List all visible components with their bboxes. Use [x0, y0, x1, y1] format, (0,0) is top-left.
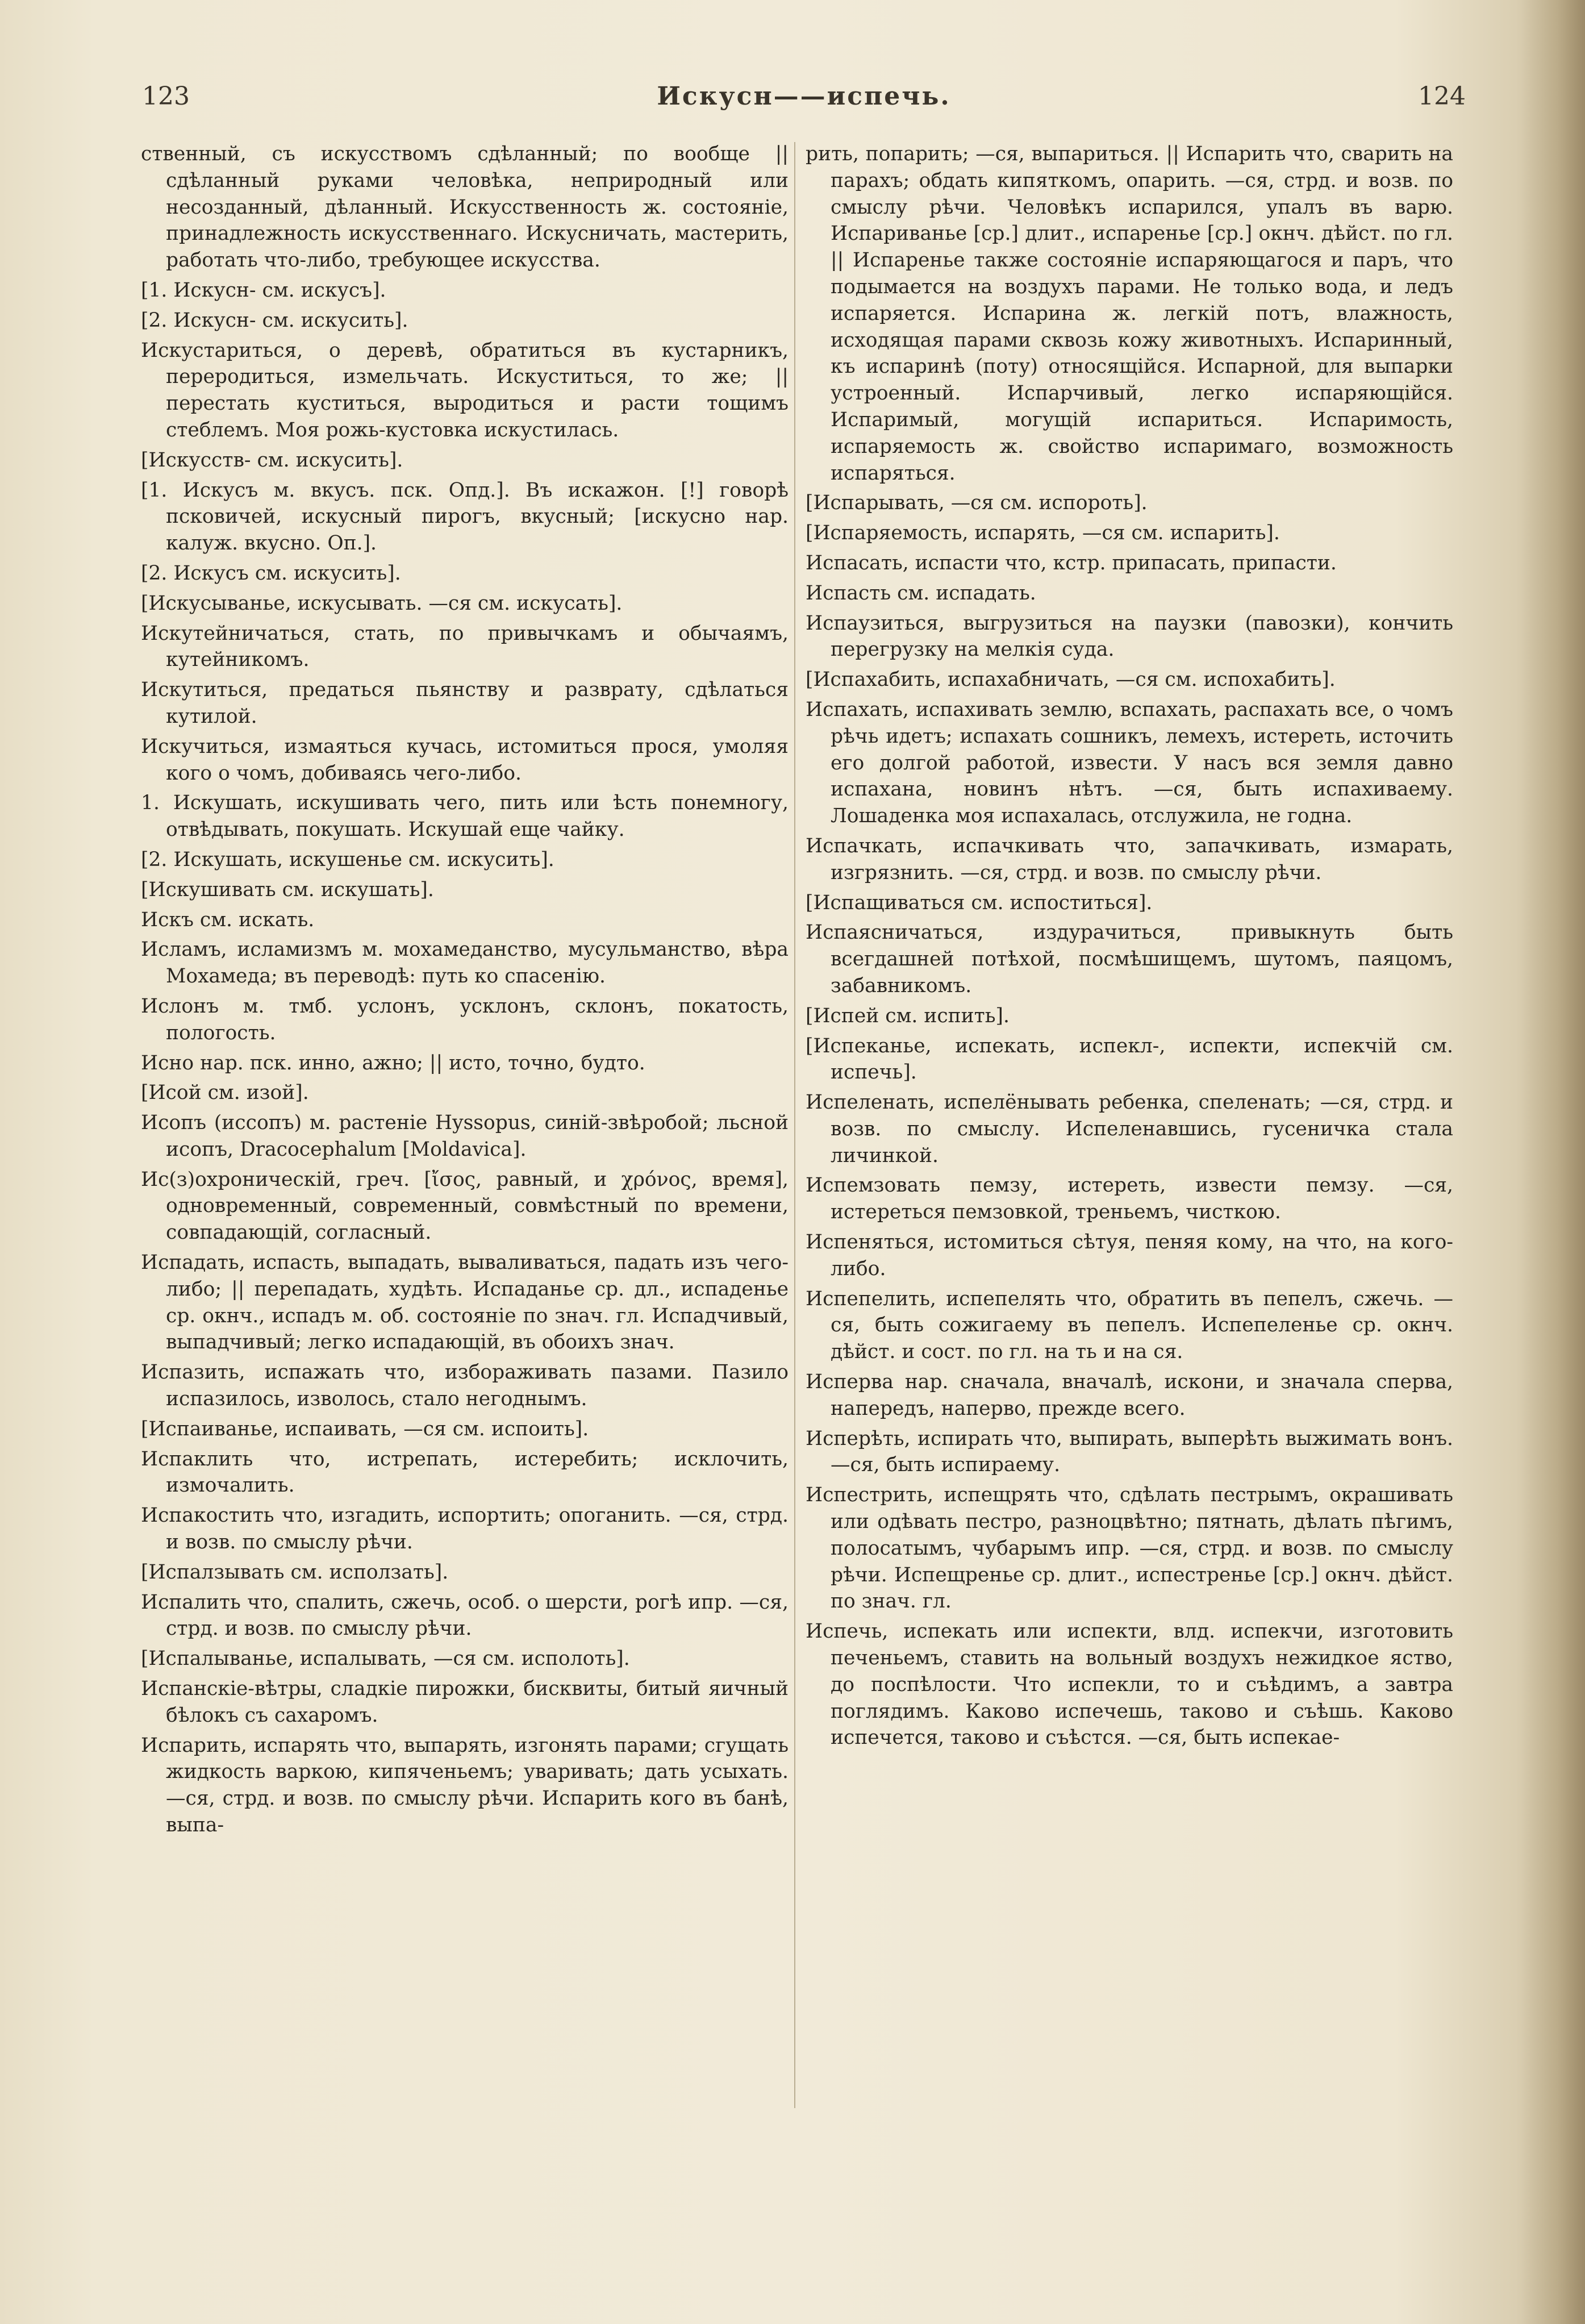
entry: Искустариться, о деревѣ, обратиться въ кустарникъ, переродиться, измельчать. Искуститься, то же; || перестать куститься, выродиться и расти тощимъ стеблемъ. Моя рожь-кустовка искустилась. [141, 339, 789, 442]
entry: Испадать, испасть, выпадать, вываливаться, падать изъ чего-либо; || перепадать, худѣть. Испаданье ср. дл., испаденье ср. окнч., испадъ м. об. состояніе по знач. гл. Испадчивый, выпадчивый; легко испадающій, въ обоихъ знач. [141, 1251, 789, 1354]
entry: Испеняться, истомиться сѣтуя, пеняя кому, на что, на кого-либо. [806, 1231, 1453, 1280]
column-divider [794, 142, 795, 2108]
entry: Испаклить что, истрепать, истеребить; исклочить, измочалить. [141, 1447, 789, 1497]
entry: Испеленать, испелёнывать ребенка, спеленать; —ся, стрд. и возв. по смыслу. Испеленавшись, гусеничка стала личинкой. [806, 1091, 1453, 1167]
entry: Исперѣть, испирать что, выпирать, выперѣть выжимать вонъ. —ся, быть испираему. [806, 1427, 1453, 1477]
entry: [Искушивать см. искушать]. [141, 878, 434, 901]
left-column [141, 141, 789, 2113]
entry: Испаясничаться, издурачиться, привыкнуть быть всегдашней потѣхой, посмѣшищемъ, шутомъ, паяцомъ, забавникомъ. [806, 921, 1453, 997]
entry: Испемзовать пемзу, истереть, извести пемзу. —ся, истереться пемзовкой, треньемъ, чисткою. [806, 1174, 1453, 1224]
entry: [Испалзывать см. исползать]. [141, 1560, 449, 1584]
entry: Искутейничаться, стать, по привычкамъ и обычаямъ, кутейникомъ. [141, 622, 789, 672]
entry: Исно нар. пск. инно, ажно; || исто, точно, будто. [141, 1051, 645, 1074]
entry: [2. Искусъ см. искусить]. [141, 561, 401, 585]
entry: рить, попарить; —ся, выпариться. || Испарить что, сварить на парахъ; обдать кипяткомъ, опарить. —ся, стрд. и возв. по смыслу рѣчи. Человѣкъ испарился, упалъ въ варю. Испариванье [ср.] длит., испаренье [ср.] окнч. дѣйст. по гл. || Испаренье также состояніе испаряющагося и паръ, что подымается на воздухъ парами. Не только вода, и ледъ испаряется. Испарина ж. легкій потъ, влажность, исходящая парами сквозь кожу животныхъ. Испаринный, къ испаринѣ (поту) относящійся. Испарной, для выпарки устроенный. Испарчивый, легко испаряющійся. Испаримый, могущій испариться. Испаримость, испаряемость ж. свойство испаримаго, возможность испаряться. [806, 143, 1453, 485]
entry: [1. Искусн- см. искусъ]. [141, 278, 386, 302]
entry: ственный, съ искусствомъ сдѣланный; по вообще || сдѣланный руками человѣка, неприродный или несозданный, дѣланный. Искусственность ж. состояніе, принадлежность искусственнаго. Искусничать, мастерить, работать что-либо, требующее искусства. [141, 143, 789, 272]
entry: [Испарывать, —ся см. испороть]. [806, 492, 1148, 515]
right-column [806, 141, 1453, 2113]
entry: 1. Искушать, искушивать чего, пить или ѣсть понемногу, отвѣдывать, покушать. Искушай еще чайку. [141, 792, 789, 842]
page-edge-shadow [1517, 0, 1585, 2324]
entry: Испечь, испекать или испекти, влд. испекчи, изготовить печеньемъ, ставить на вольный воздухъ нежидкое яство, до поспѣлости. Что испекли, то и съѣдимъ, а завтра поглядимъ. Каково испечешь, таково и съѣшь. Каково испечется, таково и съѣстся. —ся, быть испекае- [806, 1620, 1453, 1750]
entry: Испасть см. испадать. [806, 581, 1036, 605]
entry: Испестрить, испещрять что, сдѣлать пестрымъ, окрашивать или одѣвать пестро, разноцвѣтно; пятнать, дѣлать пѣгимъ, полосатымъ, чубарымъ ипр. —ся, стрд. и возв. по смыслу рѣчи. Испещренье ср. длит., испестренье [ср.] окнч. дѣйст. по знач. гл. [806, 1484, 1453, 1613]
entry: Ислонъ м. тмб. услонъ, усклонъ, склонъ, покатость, пологость. [141, 994, 789, 1044]
entry: [Испей см. испить]. [806, 1004, 1010, 1027]
entry: [2. Искусн- см. искусить]. [141, 309, 408, 332]
entry: Испазить, испажать что, избораживать пазами. Пазило испазилось, изволось, стало негоднымъ. [141, 1361, 789, 1411]
entry: Испепелить, испепелять что, обратить въ пепелъ, сжечь. —ся, быть сожигаему въ пепелъ. Испепеленье ср. окнч. дѣйст. и сост. по гл. на ть и на ся. [806, 1287, 1453, 1364]
entry: Исопъ (иссопъ) м. растеніе Hyssopus, синій-звѣробой; льсной исопъ, Dracocephalum [Moldavica]. [141, 1111, 789, 1161]
entry: Испакостить что, изгадить, испортить; опоганить. —ся, стрд. и возв. по смыслу рѣчи. [141, 1504, 789, 1554]
entry: Искучиться, измаяться кучась, истомиться прося, умоляя кого о чомъ, добиваясь чего-либо. [141, 735, 789, 785]
entry: Испасать, испасти что, кстр. припасать, припасти. [806, 551, 1337, 574]
entry: Искъ см. искать. [141, 908, 315, 931]
page-header [142, 77, 1466, 116]
entry: Испаузиться, выгрузиться на паузки (павозки), кончить перегрузку на мелкія суда. [806, 611, 1453, 661]
entry: Испарить, испарять что, выпарять, изгонять парами; сгущать жидкость варкою, кипяченьемъ; уваривать; дать усыхать. —ся, стрд. и возв. по смыслу рѣчи. Испарить кого въ банѣ, выпа- [141, 1734, 789, 1837]
page-number-left: 123 [142, 82, 190, 111]
entry: [Испахабить, испахабничать, —ся см. испохабить]. [806, 668, 1336, 692]
entry: Испанскіе-вѣтры, сладкіе пирожки, бисквиты, битый яичный бѣлокъ съ сахаромъ. [141, 1677, 789, 1727]
entry: Испачкать, испачкивать что, запачкивать, измарать, изгрязнить. —ся, стрд. и возв. по смыслу рѣчи. [806, 834, 1453, 884]
entry: [Испащиваться см. испоститься]. [806, 891, 1153, 914]
entry: Искутиться, предаться пьянству и разврату, сдѣлаться кутилой. [141, 678, 789, 728]
entry: [Испеканье, испекать, испекл-, испекти, испекчій см. испечь]. [806, 1034, 1453, 1084]
entry: [2. Искушать, искушенье см. искусить]. [141, 848, 554, 871]
entry: [Испаряемость, испарять, —ся см. испарить]. [806, 522, 1280, 545]
page-number-right: 124 [1418, 82, 1466, 111]
entry: [Искусств- см. искусить]. [141, 448, 403, 472]
entry: Испалить что, спалить, сжечь, особ. о шерсти, рогѣ ипр. —ся, стрд. и возв. по смыслу рѣчи. [141, 1590, 789, 1640]
entry: [Искусыванье, искусывать. —ся см. искусать]. [141, 592, 623, 615]
entry: [Испаиванье, испаивать, —ся см. испоить]. [141, 1417, 589, 1440]
entry: [Испалыванье, испалывать, —ся см. исполоть]. [141, 1647, 630, 1671]
entry: [Исой см. изой]. [141, 1081, 309, 1105]
entry: Испахать, испахивать землю, вспахать, распахать все, о чомъ рѣчь идетъ; испахать сошникъ, лемехъ, истереть, источить его долгой работой, извести. У насъ вся земля давно испахана, новинъ нѣтъ. —ся, быть испахиваему. Лошаденка моя испахалась, отслужила, не годна. [806, 698, 1453, 828]
entry: Исперва нар. сначала, вначалѣ, искони, и значала сперва, напередъ, наперво, прежде всего. [806, 1371, 1453, 1420]
running-head: Искусн——испечь. [657, 82, 951, 111]
entry: Исламъ, исламизмъ м. мохамеданство, мусульманство, вѣра Мохамеда; въ переводѣ: путь ко спасенію. [141, 938, 789, 988]
entry: Ис(з)охроническій, греч. [ἴσος, равный, и χρόνος, время], одновременный, современный, совмѣстный по времени, совпадающій, согласный. [141, 1168, 789, 1244]
entry: [1. Искусъ м. вкусъ. пск. Опд.]. Въ искажон. [!] говорѣ псковичей, искусный пирогъ, вкусный; [искусно нар. калуж. вкусно. Оп.]. [141, 478, 789, 555]
